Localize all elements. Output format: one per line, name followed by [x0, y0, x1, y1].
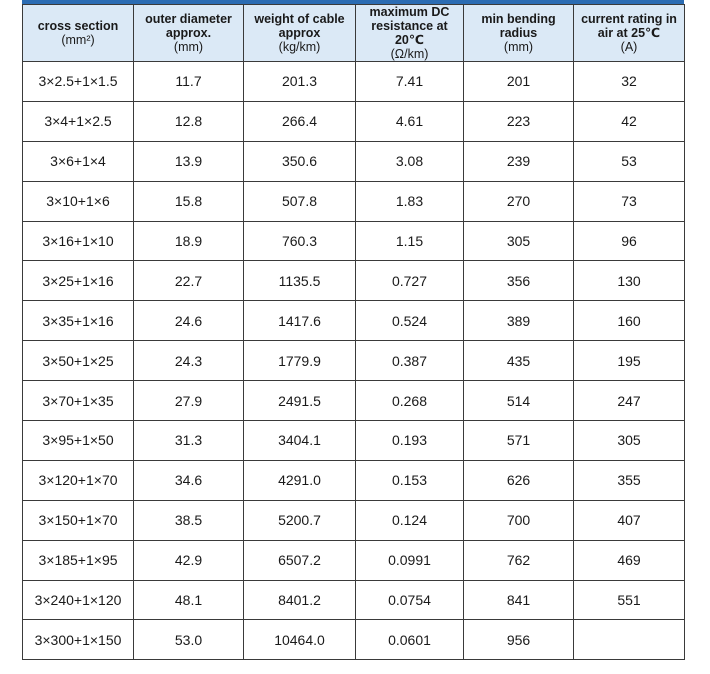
- cell-outer-diameter: 12.8: [134, 101, 244, 141]
- cell-weight: 4291.0: [244, 460, 356, 500]
- cell-dc-resistance: 0.524: [356, 301, 464, 341]
- cell-outer-diameter: 48.1: [134, 580, 244, 620]
- header-bending-radius: [464, 5, 574, 62]
- table-row: [23, 540, 685, 580]
- cell-current-rating: 53: [574, 141, 685, 181]
- table-row: [23, 62, 685, 102]
- cell-outer-diameter: 27.9: [134, 381, 244, 421]
- cell-bending-radius: 223: [464, 101, 574, 141]
- cell-weight: 1135.5: [244, 261, 356, 301]
- table-row: [23, 261, 685, 301]
- cell-outer-diameter: 13.9: [134, 141, 244, 181]
- cell-dc-resistance: 3.08: [356, 141, 464, 181]
- header-title-line: approx.: [165, 26, 212, 40]
- cell-dc-resistance: 0.0601: [356, 620, 464, 660]
- cell-cross-section: 3×6+1×4: [23, 141, 134, 181]
- cell-cross-section: 3×50+1×25: [23, 341, 134, 381]
- cell-bending-radius: 700: [464, 500, 574, 540]
- cell-cross-section: 3×240+1×120: [23, 580, 134, 620]
- table-row: [23, 221, 685, 261]
- cell-dc-resistance: 1.15: [356, 221, 464, 261]
- cell-weight: 3404.1: [244, 421, 356, 461]
- cell-weight: 10464.0: [244, 620, 356, 660]
- cell-dc-resistance: 0.387: [356, 341, 464, 381]
- header-unit: (mm): [173, 40, 204, 54]
- cell-outer-diameter: 53.0: [134, 620, 244, 660]
- cell-outer-diameter: 38.5: [134, 500, 244, 540]
- table-row: [23, 301, 685, 341]
- header-weight: [244, 5, 356, 62]
- cell-cross-section: 3×2.5+1×1.5: [23, 62, 134, 102]
- table-row: [23, 381, 685, 421]
- cell-dc-resistance: 0.0754: [356, 580, 464, 620]
- cell-outer-diameter: 15.8: [134, 181, 244, 221]
- cell-current-rating: 195: [574, 341, 685, 381]
- cell-weight: 1417.6: [244, 301, 356, 341]
- header-title-line: air at 25℃: [597, 26, 661, 40]
- cell-cross-section: 3×25+1×16: [23, 261, 134, 301]
- cell-dc-resistance: 0.153: [356, 460, 464, 500]
- cell-outer-diameter: 34.6: [134, 460, 244, 500]
- spec-table-container: [22, 0, 684, 660]
- cell-bending-radius: 626: [464, 460, 574, 500]
- table-body: [23, 62, 685, 660]
- cell-weight: 6507.2: [244, 540, 356, 580]
- cell-cross-section: 3×150+1×70: [23, 500, 134, 540]
- cell-dc-resistance: 0.193: [356, 421, 464, 461]
- cell-bending-radius: 571: [464, 421, 574, 461]
- cell-dc-resistance: 0.124: [356, 500, 464, 540]
- table-row: [23, 500, 685, 540]
- cell-bending-radius: 514: [464, 381, 574, 421]
- cell-current-rating: 551: [574, 580, 685, 620]
- cell-cross-section: 3×185+1×95: [23, 540, 134, 580]
- header-current-rating: [574, 5, 685, 62]
- cell-current-rating: 32: [574, 62, 685, 102]
- header-cross-section: [23, 5, 134, 62]
- cell-weight: 760.3: [244, 221, 356, 261]
- cell-cross-section: 3×120+1×70: [23, 460, 134, 500]
- cell-outer-diameter: 22.7: [134, 261, 244, 301]
- header-title-line: weight of cable: [254, 12, 345, 26]
- header-unit: (mm): [503, 40, 534, 54]
- table-header: [23, 5, 685, 62]
- cell-cross-section: 3×10+1×6: [23, 181, 134, 221]
- header-title-line: outer diameter: [145, 12, 232, 26]
- cell-bending-radius: 389: [464, 301, 574, 341]
- cell-dc-resistance: 0.268: [356, 381, 464, 421]
- cell-current-rating: 469: [574, 540, 685, 580]
- cell-weight: 507.8: [244, 181, 356, 221]
- cell-weight: 266.4: [244, 101, 356, 141]
- header-title-line: resistance at 20℃: [371, 19, 448, 47]
- cell-bending-radius: 762: [464, 540, 574, 580]
- cell-current-rating: 407: [574, 500, 685, 540]
- cell-dc-resistance: 0.727: [356, 261, 464, 301]
- cell-cross-section: 3×95+1×50: [23, 421, 134, 461]
- cell-bending-radius: 956: [464, 620, 574, 660]
- cell-weight: 1779.9: [244, 341, 356, 381]
- header-title-line: current rating in: [581, 12, 677, 26]
- cell-current-rating: 160: [574, 301, 685, 341]
- header-title-line: radius: [499, 26, 538, 40]
- table-row: [23, 421, 685, 461]
- table-row: [23, 141, 685, 181]
- cell-bending-radius: 201: [464, 62, 574, 102]
- cell-outer-diameter: 18.9: [134, 221, 244, 261]
- header-unit: (mm²): [61, 33, 95, 47]
- table-row: [23, 580, 685, 620]
- cell-current-rating: 305: [574, 421, 685, 461]
- cell-weight: 5200.7: [244, 500, 356, 540]
- cell-weight: 2491.5: [244, 381, 356, 421]
- cell-cross-section: 3×35+1×16: [23, 301, 134, 341]
- cell-cross-section: 3×70+1×35: [23, 381, 134, 421]
- cell-outer-diameter: 31.3: [134, 421, 244, 461]
- header-title-line: maximum DC: [369, 5, 450, 19]
- cell-bending-radius: 239: [464, 141, 574, 181]
- cell-weight: 201.3: [244, 62, 356, 102]
- header-unit: (Ω/km): [390, 47, 429, 61]
- cell-current-rating: 247: [574, 381, 685, 421]
- cable-spec-table: [22, 4, 685, 660]
- header-title-line: min bending: [481, 12, 556, 26]
- header-unit: (kg/km): [278, 40, 321, 54]
- cell-dc-resistance: 0.0991: [356, 540, 464, 580]
- cell-bending-radius: 841: [464, 580, 574, 620]
- header-unit: (A): [620, 40, 638, 54]
- table-row: [23, 620, 685, 660]
- table-row: [23, 181, 685, 221]
- cell-weight: 8401.2: [244, 580, 356, 620]
- cell-dc-resistance: 7.41: [356, 62, 464, 102]
- cell-weight: 350.6: [244, 141, 356, 181]
- cell-cross-section: 3×16+1×10: [23, 221, 134, 261]
- cell-current-rating: [574, 620, 685, 660]
- table-row: [23, 101, 685, 141]
- header-title-line: approx: [278, 26, 321, 40]
- table-row: [23, 460, 685, 500]
- cell-bending-radius: 356: [464, 261, 574, 301]
- cell-dc-resistance: 4.61: [356, 101, 464, 141]
- cell-outer-diameter: 11.7: [134, 62, 244, 102]
- table-row: [23, 341, 685, 381]
- cell-bending-radius: 305: [464, 221, 574, 261]
- header-row: [23, 5, 685, 62]
- cell-outer-diameter: 42.9: [134, 540, 244, 580]
- cell-dc-resistance: 1.83: [356, 181, 464, 221]
- cell-outer-diameter: 24.6: [134, 301, 244, 341]
- cell-current-rating: 96: [574, 221, 685, 261]
- cell-current-rating: 42: [574, 101, 685, 141]
- cell-outer-diameter: 24.3: [134, 341, 244, 381]
- cell-cross-section: 3×300+1×150: [23, 620, 134, 660]
- cell-current-rating: 73: [574, 181, 685, 221]
- cell-cross-section: 3×4+1×2.5: [23, 101, 134, 141]
- header-dc-resistance: [356, 5, 464, 62]
- cell-bending-radius: 435: [464, 341, 574, 381]
- header-outer-diameter: [134, 5, 244, 62]
- cell-bending-radius: 270: [464, 181, 574, 221]
- header-title-line: cross section: [37, 19, 119, 33]
- cell-current-rating: 130: [574, 261, 685, 301]
- cell-current-rating: 355: [574, 460, 685, 500]
